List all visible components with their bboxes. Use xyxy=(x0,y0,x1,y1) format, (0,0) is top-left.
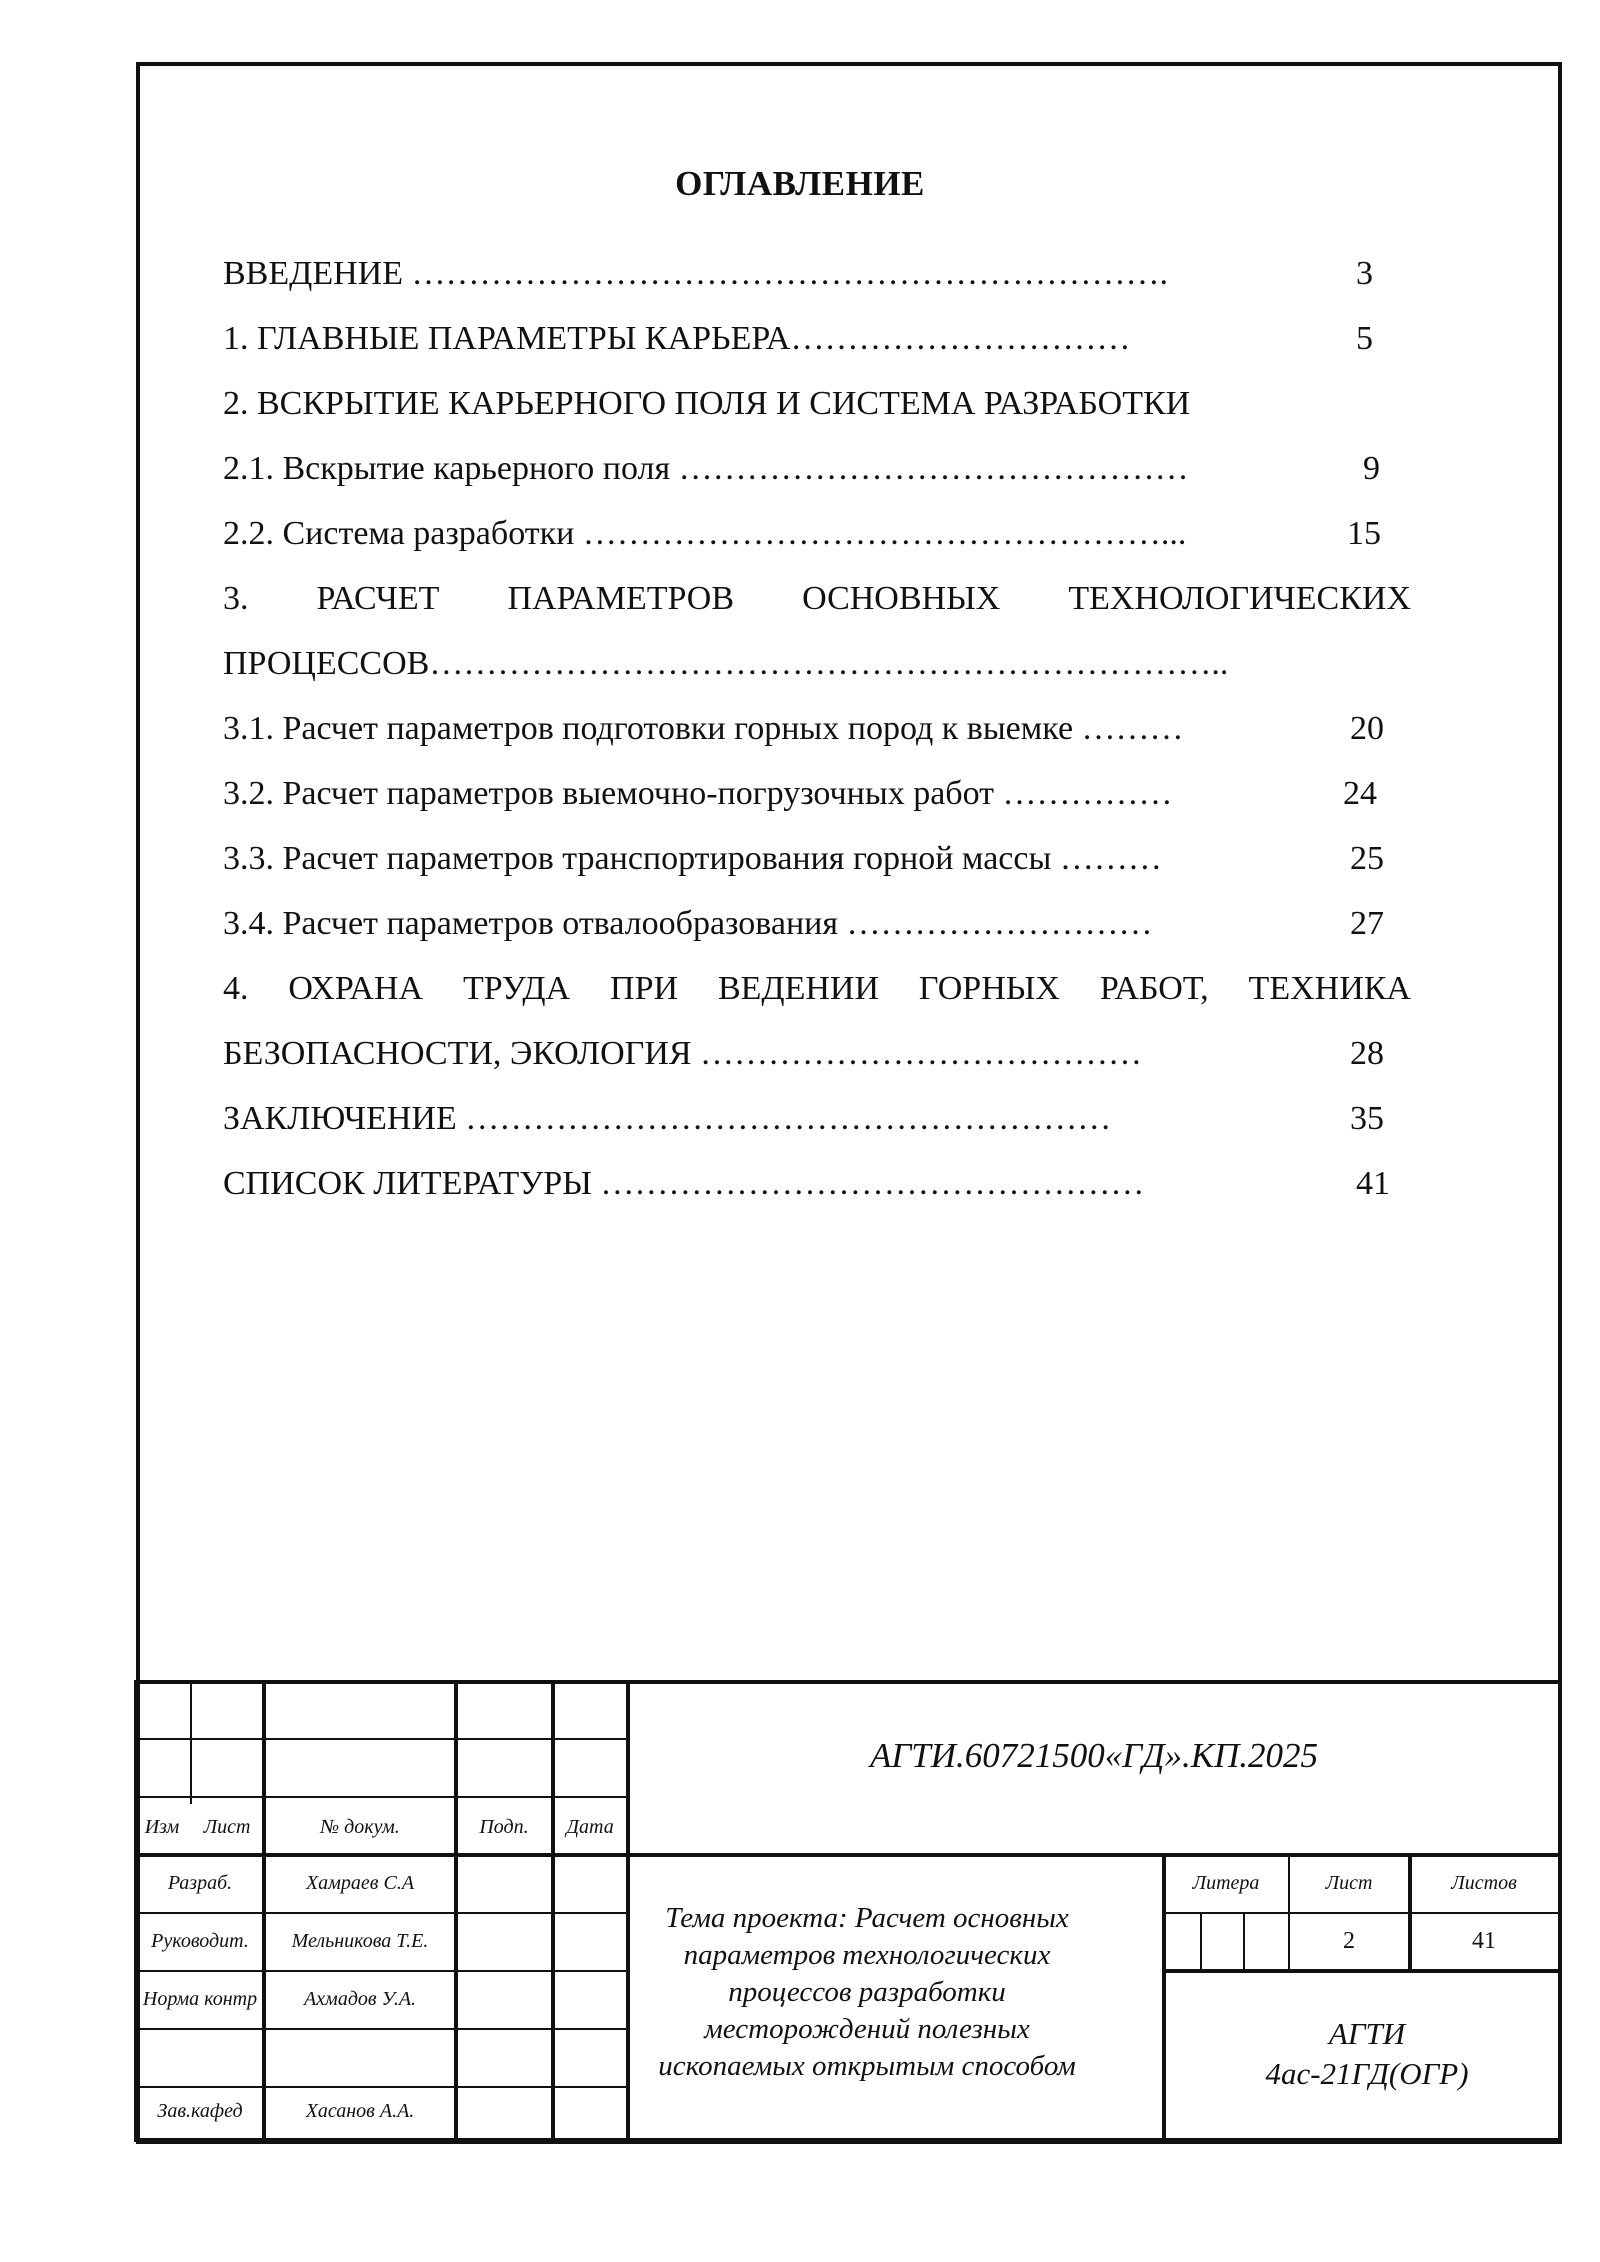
toc-entry xyxy=(223,444,1423,494)
toc-entry-text: 3.2. Расчет параметров выемочно-погрузочных работ …………… xyxy=(223,775,1173,812)
role-label: Зав.кафед xyxy=(157,2100,243,2122)
toc-entry-text: 4. ОХРАНА ТРУДА ПРИ ВЕДЕНИИ ГОРНЫХ РАБОТ, ТЕХНИКА xyxy=(223,970,1411,1007)
toc-entry xyxy=(223,964,1423,1014)
document-code: АГТИ.60721500«ГД».КП.2025 xyxy=(870,1736,1318,1775)
toc-entry-text: ЗАКЛЮЧЕНИЕ ………………………………………………… xyxy=(223,1100,1112,1137)
toc-entry-text: 3.3. Расчет параметров транспортирования горной массы ……… xyxy=(223,840,1162,877)
toc-entry xyxy=(223,704,1423,754)
header-list: Лист xyxy=(203,1816,251,1838)
toc-entry-text: 2.2. Система разработки ……………………………………………... xyxy=(223,515,1187,552)
toc-title: ОГЛАВЛЕНИЕ xyxy=(675,164,925,203)
toc-entry-page: 3 xyxy=(1356,255,1373,292)
toc-entry xyxy=(223,1094,1423,1144)
header-date: Дата xyxy=(566,1816,614,1838)
toc-entry-text: 2. ВСКРЫТИЕ КАРЬЕРНОГО ПОЛЯ И СИСТЕМА РАЗРАБОТКИ xyxy=(223,385,1191,422)
toc-entry-page: 35 xyxy=(1350,1100,1384,1137)
toc-entry-page: 24 xyxy=(1343,775,1377,812)
toc-entry-page: 9 xyxy=(1363,450,1380,487)
toc-entry xyxy=(223,314,1423,364)
toc-entry-text: ПРОЦЕССОВ…………………………………………………………….. xyxy=(223,645,1229,682)
sheets-label: Листов xyxy=(1451,1872,1517,1894)
organization xyxy=(1174,2014,1560,2094)
toc-entry xyxy=(223,899,1423,949)
toc-entry-page: 5 xyxy=(1356,320,1373,357)
organization-name: АГТИ xyxy=(1328,2016,1406,2051)
toc-entry xyxy=(223,574,1423,624)
toc-entry-text: БЕЗОПАСНОСТИ, ЭКОЛОГИЯ ………………………………… xyxy=(223,1035,1143,1072)
toc-entry-page: 15 xyxy=(1347,515,1381,552)
toc-entry-page: 20 xyxy=(1350,710,1384,747)
toc-entry-text: 3. РАСЧЕТ ПАРАМЕТРОВ ОСНОВНЫХ ТЕХНОЛОГИЧЕСКИХ xyxy=(223,580,1411,617)
role-name: Ахмадов У.А. xyxy=(303,1988,417,2010)
role-name: Хамраев С.А xyxy=(305,1872,415,1894)
toc-entry xyxy=(223,1159,1423,1209)
title-block xyxy=(134,1680,1562,2142)
toc-entry-text: 1. ГЛАВНЫЕ ПАРАМЕТРЫ КАРЬЕРА………………………… xyxy=(223,320,1131,357)
toc-entry-text: 3.1. Расчет параметров подготовки горных пород к выемке ……… xyxy=(223,710,1184,747)
toc-entry xyxy=(223,1029,1423,1079)
group-code: 4ас-21ГД(ОГР) xyxy=(1265,2056,1469,2091)
role-label: Норма контр xyxy=(142,1988,258,2010)
header-sign: Подп. xyxy=(479,1816,529,1838)
toc-entry xyxy=(223,379,1423,429)
project-theme: Тема проекта: Расчет основных параметров технологических процессов разработки месторождений полезных ископаемых открытым способом xyxy=(658,1902,1076,2082)
toc-entry-text: 2.1. Вскрытие карьерного поля ……………………………………… xyxy=(223,450,1189,487)
sheet-label: Лист xyxy=(1325,1872,1373,1894)
toc-entry-text: 3.4. Расчет параметров отвалообразования ……………………… xyxy=(223,905,1153,942)
toc-entry xyxy=(223,509,1423,559)
role-label: Разраб. xyxy=(167,1872,233,1894)
toc-entry-page: 28 xyxy=(1350,1035,1384,1072)
sheets-count: 41 xyxy=(1472,1928,1496,1954)
toc-entry-page: 25 xyxy=(1350,840,1384,877)
toc-entry-page: 27 xyxy=(1350,905,1384,942)
role-name: Мельникова Т.Е. xyxy=(291,1930,429,1952)
header-doc-no: № докум. xyxy=(320,1816,400,1838)
toc-entry xyxy=(223,834,1423,884)
toc-entry xyxy=(223,769,1423,819)
role-name: Хасанов А.А. xyxy=(305,2100,415,2122)
toc-entry-page: 41 xyxy=(1356,1165,1390,1202)
header-izm: Изм xyxy=(144,1816,180,1838)
toc-entry xyxy=(223,249,1423,299)
toc-entry xyxy=(223,639,1423,689)
litera-label: Литера xyxy=(1192,1872,1260,1894)
sheet-number: 2 xyxy=(1343,1928,1355,1954)
toc-entry-text: СПИСОК ЛИТЕРАТУРЫ ………………………………………… xyxy=(223,1165,1145,1202)
toc-entry-text: ВВЕДЕНИЕ …………………………………………………………. xyxy=(223,255,1168,292)
role-label: Руководит. xyxy=(151,1930,249,1952)
